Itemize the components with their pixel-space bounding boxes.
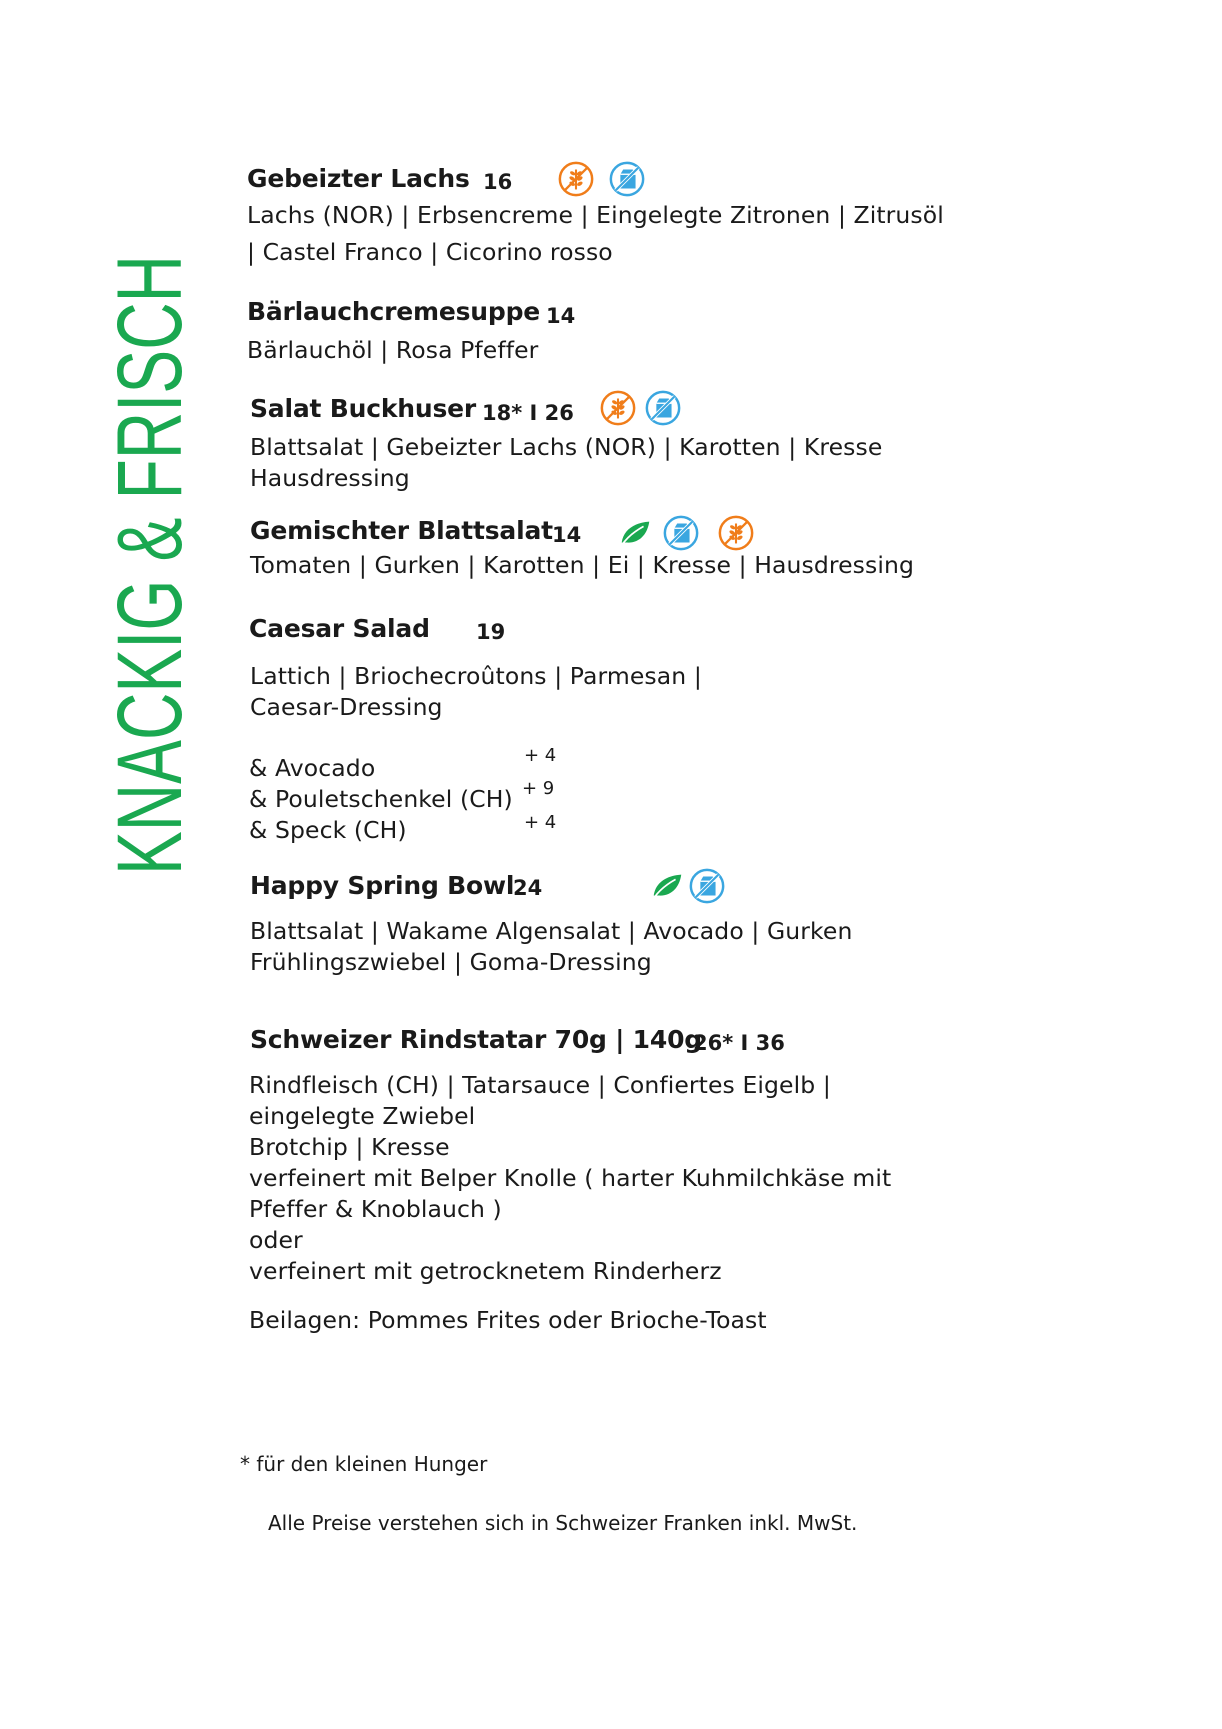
item-desc-line: Lachs (NOR) | Erbsencreme | Eingelegte Zitronen | Zitrusöl bbox=[247, 201, 944, 229]
item-desc-line: Blattsalat | Wakame Algensalat | Avocado | Gurken bbox=[250, 917, 853, 945]
addon-label: & Pouletschenkel (CH) bbox=[249, 785, 513, 813]
item-desc-line: Hausdressing bbox=[250, 464, 410, 492]
item-desc-line: Pfeffer & Knoblauch ) bbox=[249, 1195, 502, 1223]
addon-price: + 4 bbox=[524, 745, 557, 766]
item-price: 24 bbox=[513, 876, 543, 900]
item-price: 14 bbox=[546, 304, 576, 328]
item-desc-line: oder bbox=[249, 1226, 303, 1254]
lactose-free-icon bbox=[608, 160, 646, 198]
item-desc-line: Brotchip | Kresse bbox=[249, 1133, 450, 1161]
item-price: 18* I 26 bbox=[482, 401, 574, 425]
item-price: 14 bbox=[552, 523, 582, 547]
addon-price: + 9 bbox=[522, 778, 555, 799]
item-desc-line: verfeinert mit getrocknetem Rinderherz bbox=[249, 1257, 722, 1285]
lactose-free-icon bbox=[662, 514, 700, 552]
section-title-text: KNACKIG & FRISCH bbox=[99, 5, 201, 875]
item-desc-line: Tomaten | Gurken | Karotten | Ei | Kresse | Hausdressing bbox=[250, 551, 914, 579]
section-title-vertical bbox=[99, 5, 201, 875]
item-name-happy-spring-bowl: Happy Spring Bowl bbox=[250, 871, 515, 900]
addon-label: & Speck (CH) bbox=[249, 816, 407, 844]
item-desc-line: verfeinert mit Belper Knolle ( harter Kuhmilchkäse mit bbox=[249, 1164, 892, 1192]
item-desc-line: Blattsalat | Gebeizter Lachs (NOR) | Karotten | Kresse bbox=[250, 433, 883, 461]
item-name-gebeizter-lachs: Gebeizter Lachs bbox=[247, 164, 470, 193]
addon-price: + 4 bbox=[524, 812, 557, 833]
item-desc-line: Lattich | Briochecroûtons | Parmesan | bbox=[250, 662, 702, 690]
item-desc-line: Bärlauchöl | Rosa Pfeffer bbox=[247, 336, 539, 364]
sides-note: Beilagen: Pommes Frites oder Brioche-Toast bbox=[249, 1306, 767, 1334]
gluten-free-icon bbox=[599, 389, 637, 427]
item-desc-line: | Castel Franco | Cicorino rosso bbox=[247, 238, 613, 266]
addon-label: & Avocado bbox=[249, 754, 376, 782]
footnote: * für den kleinen Hunger bbox=[240, 1452, 488, 1476]
gluten-free-icon bbox=[557, 160, 595, 198]
vegan-icon bbox=[616, 514, 654, 552]
price-note: Alle Preise verstehen sich in Schweizer Franken inkl. MwSt. bbox=[268, 1511, 858, 1535]
item-desc-line: eingelegte Zwiebel bbox=[249, 1102, 476, 1130]
item-name-schweizer-rindstatar: Schweizer Rindstatar 70g | 140g bbox=[250, 1025, 702, 1054]
item-desc-line: Frühlingszwiebel | Goma-Dressing bbox=[250, 948, 652, 976]
item-name-baerlauchcremesuppe: Bärlauchcremesuppe bbox=[247, 297, 541, 326]
lactose-free-icon bbox=[688, 867, 726, 905]
item-desc-line: Rindfleisch (CH) | Tatarsauce | Confiertes Eigelb | bbox=[249, 1071, 831, 1099]
item-name-salat-buckhuser: Salat Buckhuser bbox=[250, 394, 477, 423]
item-price: 16 bbox=[483, 170, 513, 194]
item-price: 26* I 36 bbox=[693, 1031, 785, 1055]
vegan-icon bbox=[648, 867, 686, 905]
item-desc-line: Caesar-Dressing bbox=[250, 693, 443, 721]
gluten-free-icon bbox=[717, 514, 755, 552]
item-name-gemischter-blattsalat: Gemischter Blattsalat bbox=[250, 516, 553, 545]
item-price: 19 bbox=[476, 620, 506, 644]
lactose-free-icon bbox=[644, 389, 682, 427]
item-name-caesar-salad: Caesar Salad bbox=[249, 614, 430, 643]
